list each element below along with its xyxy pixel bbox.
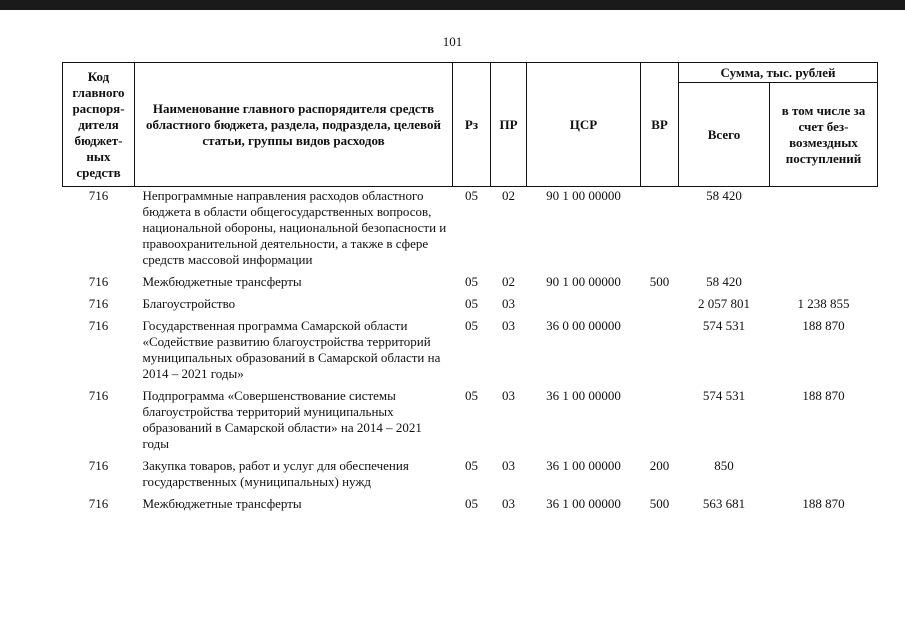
row-vr: 500 <box>649 496 670 511</box>
row-name: Подпрограмма «Совершенствование системы благоустройства территорий муниципальных образований в Самарской области» на 2014 – 2021 годы <box>142 388 422 451</box>
row-name: Закупка товаров, работ и услуг для обеспечения государственных (муниципальных) нужд <box>142 458 409 489</box>
page-number: 101 <box>442 34 463 49</box>
row-csr: 36 1 00 00000 <box>546 458 621 473</box>
header-pr: ПР <box>491 63 527 187</box>
table-row <box>63 274 878 296</box>
table-row <box>63 296 878 318</box>
row-grant <box>770 274 878 296</box>
row-name: Межбюджетные трансферты <box>142 274 302 289</box>
row-rz: 05 <box>465 188 478 203</box>
row-name: Благоустройство <box>142 296 236 311</box>
row-csr: 90 1 00 00000 <box>546 188 621 203</box>
row-csr <box>527 296 641 318</box>
row-total: 563 681 <box>702 496 746 511</box>
row-total: 850 <box>714 458 734 473</box>
table-row <box>63 388 878 458</box>
row-total: 574 531 <box>702 318 746 333</box>
table-row <box>63 187 878 275</box>
row-rz: 05 <box>465 388 478 403</box>
row-code: 716 <box>88 296 109 311</box>
header-rz: Рз <box>453 63 491 187</box>
row-code: 716 <box>88 388 109 403</box>
row-code: 716 <box>88 458 109 473</box>
row-pr: 03 <box>502 296 515 311</box>
row-csr: 36 0 00 00000 <box>546 318 621 333</box>
scan-top-border <box>0 0 905 10</box>
row-grant: 188 870 <box>802 318 845 333</box>
row-name: Непрограммные направления расходов областного бюджета в области общегосударственных вопросов, национальной обороны, национальной безопасности и правоохранительной деятельности, а также в сфере средств массовой информации <box>142 188 447 267</box>
row-name: Межбюджетные трансферты <box>142 496 302 511</box>
row-grant <box>770 458 878 496</box>
row-pr: 03 <box>502 388 515 403</box>
row-total: 58 420 <box>706 188 742 203</box>
header-vr: ВР <box>641 63 679 187</box>
row-code: 716 <box>88 188 109 203</box>
row-pr: 02 <box>502 188 515 203</box>
budget-table <box>62 62 878 518</box>
row-grant: 188 870 <box>802 388 845 403</box>
row-vr <box>641 187 679 275</box>
table-row <box>63 318 878 388</box>
row-csr: 36 1 00 00000 <box>546 388 621 403</box>
row-csr: 36 1 00 00000 <box>546 496 621 511</box>
row-vr: 200 <box>649 458 670 473</box>
row-rz: 05 <box>465 458 478 473</box>
row-name: Государственная программа Самарской области «Содействие развитию благоустройства территорий муниципальных образований в Самарской области на 2014 – 2021 годы» <box>142 318 441 381</box>
header-code: Код главного распоря-дителя бюджет-ных средств <box>63 63 135 187</box>
row-code: 716 <box>88 496 109 511</box>
header-csr: ЦСР <box>527 63 641 187</box>
row-total: 58 420 <box>706 274 742 289</box>
row-total: 2 057 801 <box>698 296 750 311</box>
row-code: 716 <box>88 318 109 333</box>
row-grant: 1 238 855 <box>797 296 850 311</box>
row-code: 716 <box>88 274 109 289</box>
row-total: 574 531 <box>702 388 746 403</box>
table-row <box>63 458 878 496</box>
header-name: Наименование главного распорядителя средств областного бюджета, раздела, подраздела, целевой статьи, группы видов расходов <box>135 63 453 187</box>
row-vr <box>641 388 679 458</box>
row-rz: 05 <box>465 296 478 311</box>
row-vr <box>641 318 679 388</box>
row-grant <box>770 187 878 275</box>
table-row <box>63 496 878 518</box>
row-csr: 90 1 00 00000 <box>546 274 621 289</box>
row-pr: 02 <box>502 274 515 289</box>
header-grant: в том числе за счет без-возмездных поступлений <box>770 83 878 187</box>
row-vr: 500 <box>649 274 670 289</box>
row-rz: 05 <box>465 318 478 333</box>
row-pr: 03 <box>502 458 515 473</box>
row-rz: 05 <box>465 274 478 289</box>
row-pr: 03 <box>502 318 515 333</box>
header-total: Всего <box>679 83 770 187</box>
row-vr <box>641 296 679 318</box>
row-pr: 03 <box>502 496 515 511</box>
row-grant: 188 870 <box>802 496 845 511</box>
header-sum: Сумма, тыс. рублей <box>679 63 878 83</box>
row-rz: 05 <box>465 496 478 511</box>
